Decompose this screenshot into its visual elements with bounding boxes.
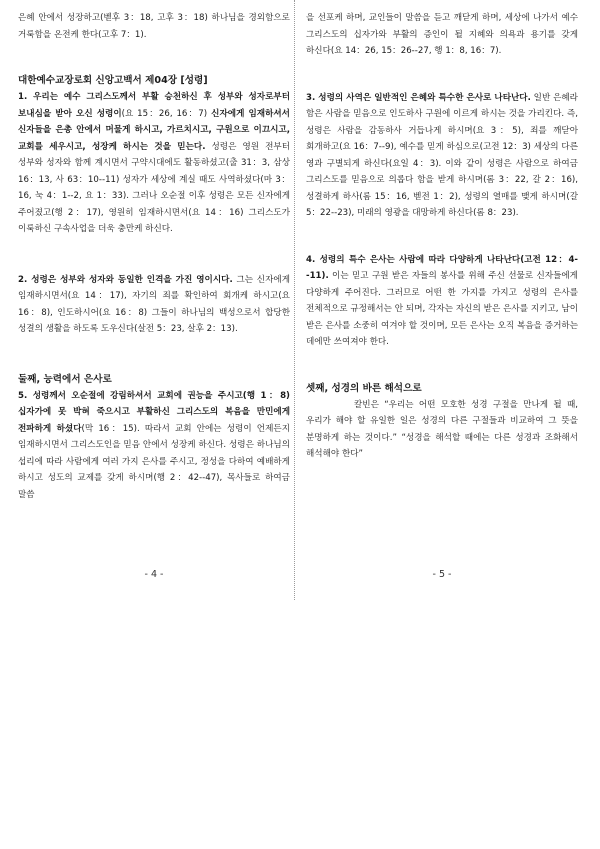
paragraph-1-mid: 신자에게 임재하셔서 신자들을 은총 안에서 머물게 하시고, 가르치시고, 구원으로 이끄시고, 교회를 세우시고, 성장케 하시는 것을 믿는다. <box>18 108 290 152</box>
paragraph-5-refs: (막 16：15). <box>81 423 140 434</box>
right-intro-paragraph: 을 선포케 하며, 교인들이 말씀을 듣고 깨닫게 하며, 세상에 나가서 예수 그리스도의 십자가와 부활의 증인이 될 지혜와 의욕과 용기를 갖게 하신다(요 14：26, 15：26--27, 행 1：8, 16：7). <box>306 13 578 56</box>
paragraph-5 <box>18 388 290 504</box>
section-heading: 대한예수교장로회 신앙고백서 제04장 [성령] <box>18 75 208 86</box>
paragraph-3 <box>306 90 578 222</box>
paragraph-2-rest: 그는 신자에게 임재하시면서(요 14：17), 자기의 죄를 확인하여 회개케 하시고(요 16：8), 인도하시어(요 16：8) 그들이 하나님의 백성으로서 합당한 성결의 생활을 하도록 도우신다(살전 5：23, 살후 2：13). <box>18 274 290 334</box>
paragraph-5-rest: 따라서 교회 안에는 성령이 언제든지 임재하시면서 그리스도인을 믿음 안에서 성장케 하신다. 성령은 하나님의 섭리에 따라 사람에게 여러 가지 은사를 주시고, 정성을 다하여 예배하게 하시고 성도의 교제를 갖게 하시며(행 2：42--47), 목사들로 하여금 말씀 <box>18 423 291 500</box>
paragraph-1-lead: 1. 우리는 예수 그리스도께서 부활 승천하신 후 성부와 성자로부터 보내심을 받아 오신 성령이 <box>18 92 290 119</box>
left-intro-paragraph: 은혜 안에서 성장하고(벧후 3：18, 고후 3：18) 하나님을 경외함으로 거룩함을 온전케 한다(고후 7：1). <box>18 13 290 40</box>
paragraph-3-rest: 일반 은혜라 함은 사람을 믿음으로 인도하사 구원에 이르게 하시는 것을 가리킨다. 즉, 성령은 사람을 감동하사 거듭나게 하시며(요 3：5), 죄를 깨닫아 회개하고(요 16：7--9), 예수를 믿게 하심으로(고전 12：3) 세상의 다른 영과 구별되게 하신다(요일 4：3). 이와 같이 성령은 사람으로 하여금 그리스도를 믿음으로 의롭다 함을 받게 하시며(롬 3：22, 갈 2：16), 성결하게 하사(롬 15：16, 벧전 1：2), 성령의 열매를 맺게 하시며(갈 5：22--23), 미래의 영광을 대망하게 하신다(롬 8：23). <box>306 92 578 218</box>
paragraph-1 <box>18 89 290 238</box>
paragraph-4-lead: 4. 성령의 특수 은사는 사람에 따라 다양하게 나타난다 <box>306 254 521 265</box>
sub-heading-third: 셋째, 성경의 바른 해석으로 <box>306 382 422 394</box>
page-number-left: - 4 - <box>144 569 164 580</box>
paragraph-4-refs: (고전 12：4--11). <box>306 254 578 281</box>
page-number-right: - 5 - <box>432 569 452 580</box>
paragraph-2-lead: 2. 성령은 성부와 성자와 동일한 인격을 가진 영이시다. <box>18 274 233 285</box>
paragraph-1-rest: 성령은 영원 전부터 성부와 성자와 함께 계시면서 구약시대에도 활동하셨고(출 31：3, 삼상 16：13, 사 63：10--11) 성자가 세상에 계실 때도 사역하셨다(마 3：16, 눅 4：1--2, 요 1：33). 그러나 오순절 이후 성령은 모든 신자에게 주어졌고(행 2：17), 영원히 임재하시면서(요 14：16) 그리스도가 이룩하신 구속사업을 더욱 충만케 하신다. <box>18 141 291 234</box>
page-right <box>306 0 578 600</box>
paragraph-5-lead: 5. 성령께서 오순절에 강림하셔서 교회에 권능을 주시고(행 1：8) 십자가에 못 박혀 죽으시고 부활하신 그리스도의 복음을 만민에게 전파하게 하셨다 <box>18 390 290 434</box>
sub-heading-second: 둘째, 능력에서 은사로 <box>18 373 112 385</box>
paragraph-4-rest: 이는 믿고 구원 받은 자들의 봉사를 위해 주신 선물로 신자들에게 다양하게 주어진다. 그러므로 어떤 한 가지를 가지고 성령의 은사를 전체적으로 규정해서는 안 되며, 각자는 자신의 받은 은사를 지키고, 남이 받은 은사를 소중히 여겨야 할 것이며, 모든 은사는 오직 복음을 증거하는 데에만 쓰여져야 한다. <box>306 271 578 347</box>
paragraph-4 <box>306 252 578 351</box>
paragraph-2 <box>18 272 290 338</box>
page-divider <box>294 0 295 600</box>
page-left <box>18 0 290 600</box>
paragraph-3-lead: 3. 성령의 사역은 일반적인 은혜와 특수한 은사로 나타난다. <box>306 92 531 103</box>
paragraph-6: 칼빈은 “우리는 어떤 모호한 성경 구절을 만나게 될 때, 우리가 해야 할 유일한 일은 성경의 다른 구절들과 비교하여 그 뜻을 분명하게 하는 것이다.” “성경을 해석할 때에는 다른 성경과 조화해서 해석해야 한다” <box>306 399 578 459</box>
paragraph-1-refs: (요 15：26, 16：7) <box>121 108 208 119</box>
